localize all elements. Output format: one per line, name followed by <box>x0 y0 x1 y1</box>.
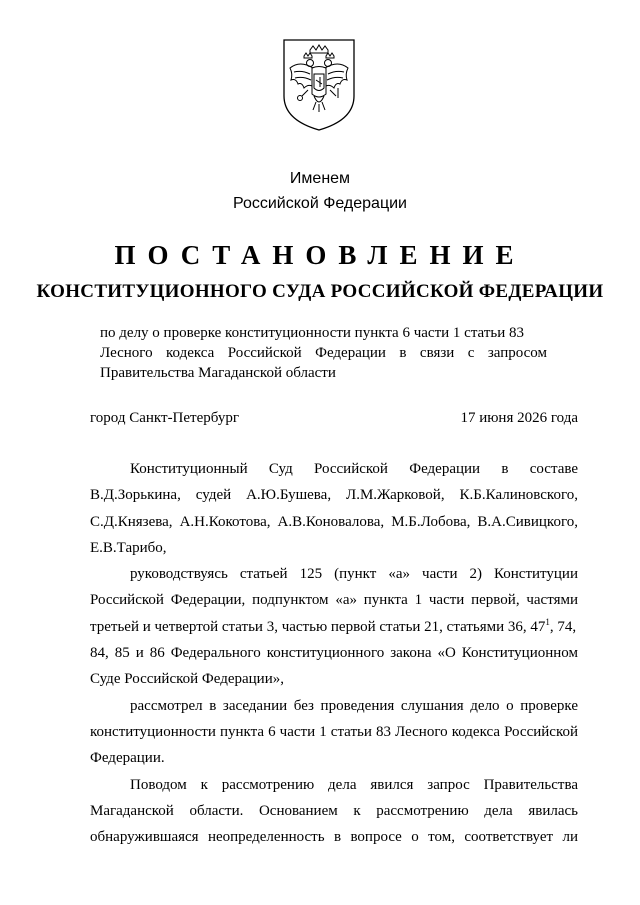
court-name: КОНСТИТУЦИОННОГО СУДА РОССИЙСКОЙ ФЕДЕРАЦИИ <box>36 281 604 302</box>
text-line <box>90 614 578 640</box>
place: город Санкт-Петербург <box>90 410 239 426</box>
case-line: по делу о проверке конституционности пункта 6 части 1 статьи 83 <box>100 325 524 341</box>
superscript: 1 <box>545 616 550 627</box>
text-segment: третьей и четвертой статьи 3, частью первой статьи 21, статьями 36, 47 <box>90 618 546 635</box>
federation-line: Российской Федерации <box>233 195 407 212</box>
date: 17 июня 2026 года <box>460 410 578 426</box>
case-line: Лесного кодекса Российской Федерации в связи с запросом <box>100 345 547 361</box>
text-line: С.Д.Князева, А.Н.Кокотова, А.В.Коновалова, М.Б.Лобова, В.А.Сивицкого, <box>90 513 578 530</box>
coat-of-arms-emblem <box>280 38 358 132</box>
text-line: 84, 85 и 86 Федерального конституционного закона «О Конституционном <box>90 645 578 662</box>
text-line: обнаружившаяся неопределенность в вопросе о том, соответствует ли <box>90 829 578 846</box>
text-line: конституционности пункта 6 части 1 статьи 83 Лесного кодекса Российской <box>90 723 578 740</box>
case-line: Правительства Магаданской области <box>100 365 336 381</box>
body-text <box>90 456 578 850</box>
text-line: Конституционный Суд Российской Федерации в составе <box>130 461 578 477</box>
text-line: Российской Федерации, подпунктом «а» пункта 1 части первой, частями <box>90 592 578 609</box>
text-line: рассмотрел в заседании без проведения слушания дело о проверке <box>130 697 578 714</box>
case-description <box>100 323 547 383</box>
text-line: Федерации. <box>90 750 165 767</box>
text-line: Е.В.Тарибо, <box>90 539 167 556</box>
text-segment: , 74, <box>549 618 577 635</box>
text-line: В.Д.Зорькина, судей А.Ю.Бушева, Л.М.Жарковой, К.Б.Калиновского, <box>90 487 578 504</box>
in-name-line: Именем <box>289 170 351 187</box>
text-line: Суде Российской Федерации», <box>90 671 284 688</box>
document-title: ПОСТАНОВЛЕНИЕ <box>114 240 526 270</box>
text-line: Магаданской области. Основанием к рассмотрению дела явилась <box>90 802 578 819</box>
text-line: Поводом к рассмотрению дела явился запрос Правительства <box>130 776 578 793</box>
text-line: руководствуясь статьей 125 (пункт «а» части 2) Конституции <box>130 566 578 583</box>
